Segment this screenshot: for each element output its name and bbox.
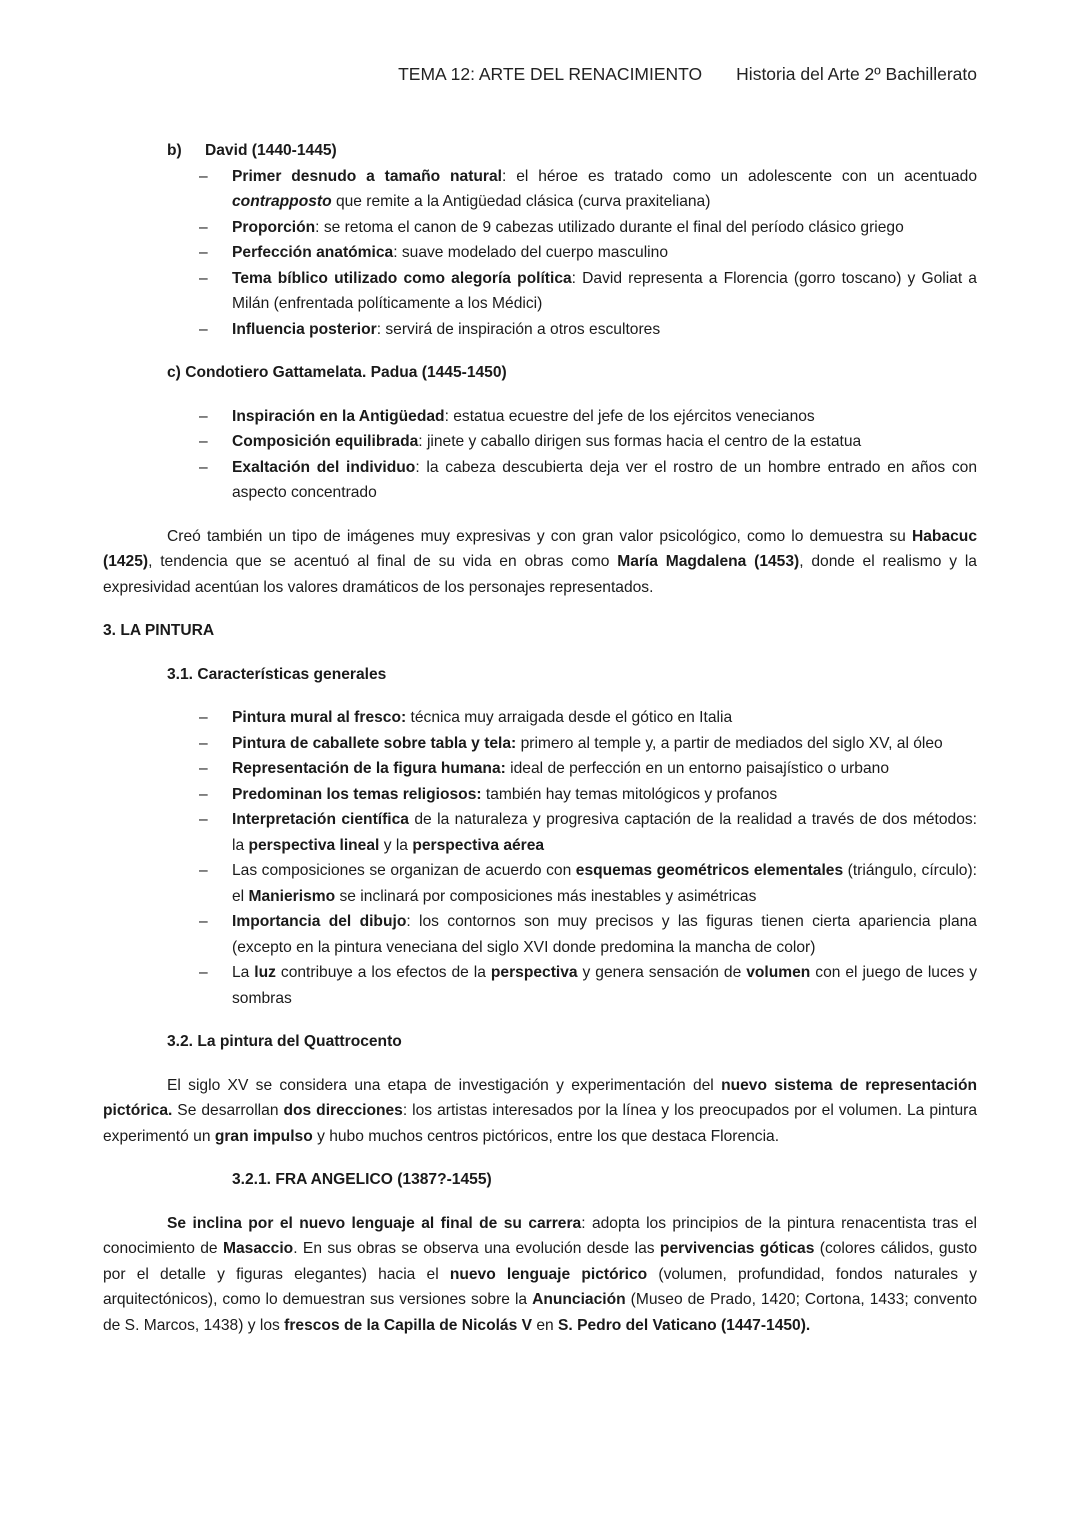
- list-item: – Predominan los temas religiosos: también hay temas mitológicos y profanos: [103, 782, 977, 808]
- subsection-title: 3.1. Características generales: [167, 665, 387, 683]
- section-title: 3. LA PINTURA: [103, 622, 215, 639]
- list-item: – Perfección anatómica: suave modelado del cuerpo masculino: [103, 240, 977, 266]
- list-item: – Exaltación del individuo: la cabeza descubierta deja ver el rostro de un hombre entrado en años con aspecto concentrado: [103, 455, 977, 506]
- list-item: – Representación de la figura humana: ideal de perfección en un entorno paisajístico o urbano: [103, 756, 977, 782]
- expressive-paragraph: Creó también un tipo de imágenes muy expresivas y con gran valor psicológico, como lo demuestra su Habacuc (1425), tendencia que se acentuó al final de su vida en obras como María Magdalena (1453), donde el realismo y la expresividad acentúan los valores dramáticos de los personajes representados.: [103, 527, 977, 596]
- list-item: – Inspiración en la Antigüedad: estatua ecuestre del jefe de los ejércitos venecianos: [103, 404, 977, 430]
- david-list: [103, 164, 977, 343]
- quattrocento-paragraph: El siglo XV se considera una etapa de investigación y experimentación del nuevo sistema de representación pictórica. Se desarrollan dos direcciones: los artistas interesados por la línea y los preocupados por el volumen. La pintura experimentó un gran impulso y hubo muchos centros pictóricos, entre los que destaca Florencia.: [103, 1076, 977, 1145]
- header-course: Historia del Arte 2º Bachillerato: [736, 64, 977, 84]
- list-item: – Tema bíblico utilizado como alegoría política: David representa a Florencia (gorro toscano) y Goliat a Milán (enfrentada políticamente a los Médici): [103, 266, 977, 317]
- list-item: – Las composiciones se organizan de acuerdo con esquemas geométricos elementales (triángulo, círculo): el Manierismo se inclinará por composiciones más inestables y asimétricas: [103, 858, 977, 909]
- header-topic: TEMA 12: ARTE DEL RENACIMIENTO: [398, 64, 703, 84]
- david-title: David (1440-1445): [205, 142, 337, 159]
- fra-angelico-paragraph: Se inclina por el nuevo lenguaje al final de su carrera: adopta los principios de la pintura renacentista tras el conocimiento de Masaccio. En sus obras se observa una evolución desde las pervivencias góticas (colores cálidos, gusto por el detalle y figuras elegantes) hacia el nuevo lenguaje pictórico (volumen, profundidad, fondos naturales y arquitectónicos), como lo demuestran sus versiones sobre la Anunciación (Museo de Prado, 1420; Cortona, 1433; convento de S. Marcos, 1438) y los frescos de la Capilla de Nicolás V en S. Pedro del Vaticano (1447-1450).: [103, 1214, 978, 1334]
- characteristics-list: [103, 705, 977, 1011]
- list-item: – Proporción: se retoma el canon de 9 cabezas utilizado durante el final del período clásico griego: [103, 215, 977, 241]
- list-item: – Importancia del dibujo: los contornos son muy precisos y las figuras tienen cierta apariencia plana (excepto en la pintura veneciana del siglo XVI donde predomina la mancha de color): [103, 909, 977, 960]
- gattamelata-list: [103, 404, 977, 506]
- david-label: b): [167, 142, 182, 159]
- subsubsection-title: 3.2.1. FRA ANGELICO (1387?-1455): [232, 1171, 492, 1188]
- list-item: – Influencia posterior: servirá de inspiración a otros escultores: [103, 317, 977, 343]
- document-body: [103, 138, 977, 1338]
- gattamelata-heading: c) Condotiero Gattamelata. Padua (1445-1450): [167, 364, 507, 381]
- list-item: – Composición equilibrada: jinete y caballo dirigen sus formas hacia el centro de la estatua: [103, 429, 977, 455]
- subsection-title: 3.2. La pintura del Quattrocento: [167, 1033, 402, 1050]
- list-item: – La luz contribuye a los efectos de la perspectiva y genera sensación de volumen con el juego de luces y sombras: [103, 960, 977, 1011]
- david-heading: [103, 138, 977, 164]
- list-item: – Pintura de caballete sobre tabla y tela: primero al temple y, a partir de mediados del siglo XV, al óleo: [103, 731, 977, 757]
- list-item: – Primer desnudo a tamaño natural: el héroe es tratado como un adolescente con un acentuado contrapposto que remite a la Antigüedad clásica (curva praxiteliana): [103, 164, 977, 215]
- list-item: – Interpretación científica de la naturaleza y progresiva captación de la realidad a través de dos métodos: la perspectiva lineal y la perspectiva aérea: [103, 807, 977, 858]
- page-header: [0, 64, 977, 85]
- list-item: – Pintura mural al fresco: técnica muy arraigada desde el gótico en Italia: [103, 705, 977, 731]
